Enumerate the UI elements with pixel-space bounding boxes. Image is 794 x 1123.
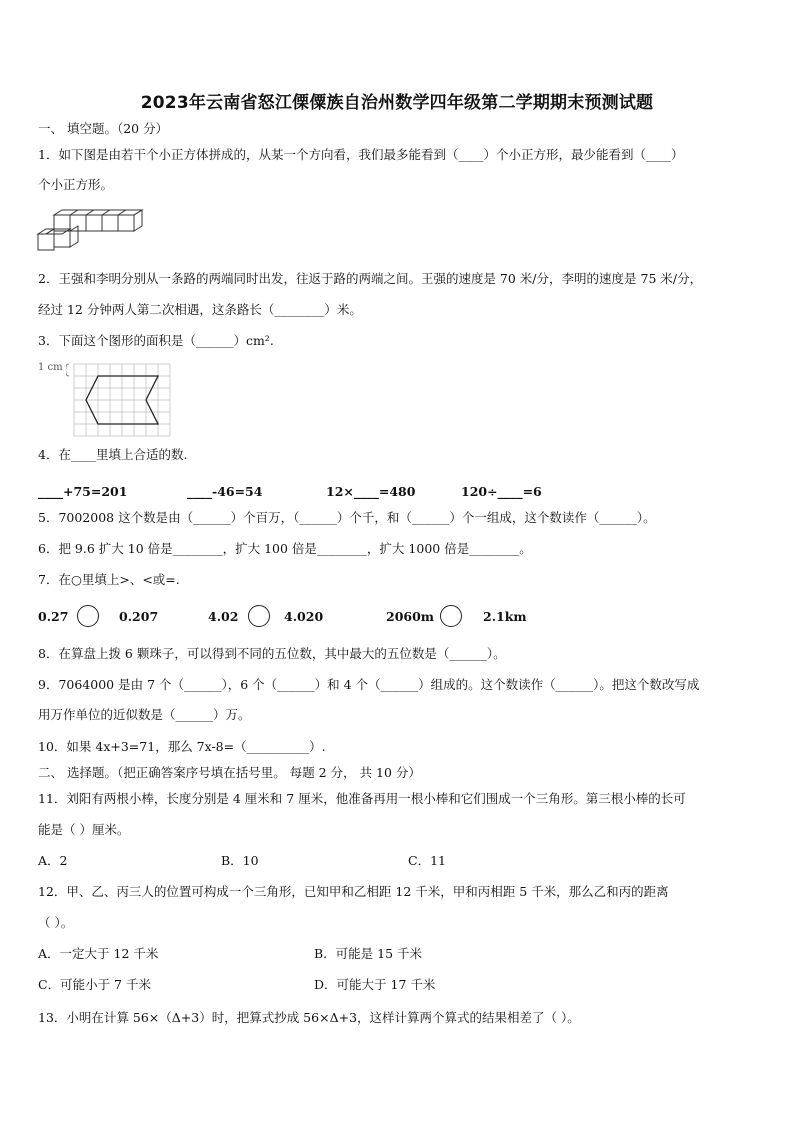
compare-circle-1[interactable] xyxy=(77,605,99,627)
grid-shape-figure xyxy=(66,360,182,440)
compare-left-3: 2060m xyxy=(386,609,435,624)
question-11-option-c[interactable]: C．11 xyxy=(408,853,446,868)
scale-label: 1 cm xyxy=(38,362,63,373)
question-8: 8．在算盘上拨 6 颗珠子，可以得到不同的五位数，其中最大的五位数是（______）。 xyxy=(38,646,506,661)
question-6: 6．把 9.6 扩大 10 倍是________，扩大 100 倍是________，扩大 1000 倍是________。 xyxy=(38,541,532,556)
compare-circle-2[interactable] xyxy=(248,605,270,627)
question-4-item-1[interactable]: ____+75=201 xyxy=(38,484,128,499)
compare-left-1: 0.27 xyxy=(38,609,69,624)
question-11-option-a[interactable]: A．2 xyxy=(38,853,68,868)
compare-right-2: 4.020 xyxy=(284,609,324,624)
question-9-line-2: 用万作单位的近似数是（______）万。 xyxy=(38,707,251,722)
compare-right-3: 2.1km xyxy=(483,609,527,624)
question-2-line-1: 2．王强和李明分别从一条路的两端同时出发，往返于路的两端之间。王强的速度是 70 米/分，李明的速度是 75 米/分， xyxy=(38,271,703,286)
question-9-line-1: 9．7064000 是由 7 个（______），6 个（______）和 4 个（______）组成的。这个数读作（______）。把这个数改写成 xyxy=(38,677,700,692)
question-4-item-2[interactable]: ____-46=54 xyxy=(187,484,263,499)
question-4-item-4[interactable]: 120÷____=6 xyxy=(461,484,542,499)
question-12-option-a[interactable]: A．一定大于 12 千米 xyxy=(38,946,159,961)
page-title: 2023年云南省怒江傈僳族自治州数学四年级第二学期期末预测试题 xyxy=(140,93,654,113)
question-12-line-1: 12．甲、乙、丙三人的位置可构成一个三角形，已知甲和乙相距 12 千米，甲和丙相距 5 千米，那么乙和丙的距离 xyxy=(38,884,669,899)
question-11-line-2: 能是（ ）厘米。 xyxy=(38,822,130,837)
compare-left-2: 4.02 xyxy=(208,609,239,624)
question-7: 7．在○里填上>、<或=. xyxy=(38,572,180,587)
question-1-line-2: 个小正方形。 xyxy=(38,177,114,192)
question-12-option-c[interactable]: C．可能小于 7 千米 xyxy=(38,977,151,992)
section-2-heading: 二、 选择题。（把正确答案序号填在括号里。 每题 2 分， 共 10 分） xyxy=(38,765,421,780)
question-4: 4．在____里填上合适的数. xyxy=(38,447,188,462)
question-13: 13．小明在计算 56×（Δ+3）时，把算式抄成 56×Δ+3，这样计算两个算式的结果相差了（ ）。 xyxy=(38,1010,580,1025)
question-12-option-b[interactable]: B．可能是 15 千米 xyxy=(314,946,423,961)
question-11-option-b[interactable]: B．10 xyxy=(221,853,259,868)
compare-circle-3[interactable] xyxy=(440,605,462,627)
question-1-line-1: 1．如下图是由若干个小正方体拼成的，从某一个方向看，我们最多能看到（____）个小正方形，最少能看到（____） xyxy=(38,147,684,162)
question-2-line-2: 经过 12 分钟两人第二次相遇，这条路长（________）米。 xyxy=(38,302,362,317)
question-7-comparisons xyxy=(38,605,598,629)
question-10: 10．如果 4x+3=71，那么 7x-8=（__________）. xyxy=(38,739,326,754)
question-3: 3．下面这个图形的面积是（______）cm². xyxy=(38,333,274,348)
question-5: 5．7002008 这个数是由（______）个百万，（______）个千，和（______）个一组成，这个数读作（______）。 xyxy=(38,510,656,525)
cube-figure xyxy=(36,208,146,252)
question-4-item-3[interactable]: 12×____=480 xyxy=(326,484,416,499)
question-12-line-2: （ ）。 xyxy=(38,915,74,930)
question-12-option-d[interactable]: D．可能大于 17 千米 xyxy=(314,977,436,992)
question-11-line-1: 11．刘阳有两根小棒，长度分别是 4 厘米和 7 厘米，他准备再用一根小棒和它们围成一个三角形。第三根小棒的长可 xyxy=(38,791,686,806)
compare-right-1: 0.207 xyxy=(119,609,159,624)
section-1-heading: 一、 填空题。（20 分） xyxy=(38,121,169,136)
